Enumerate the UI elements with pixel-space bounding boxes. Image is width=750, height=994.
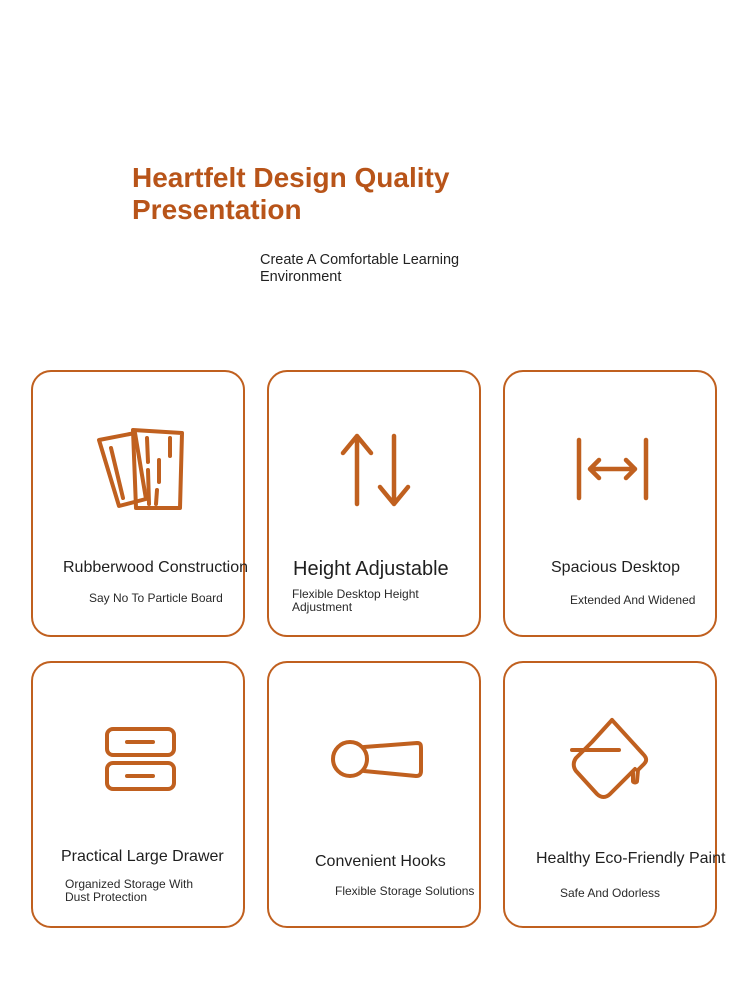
feature-title: Practical Large Drawer [61, 848, 224, 865]
page-subtitle: Create A Comfortable Learning Environment [260, 252, 460, 285]
feature-title: Height Adjustable [293, 558, 449, 580]
feature-card-hooks [267, 661, 481, 928]
feature-title: Rubberwood Construction [63, 559, 248, 576]
width-expand-icon [505, 372, 715, 542]
drawer-icon [33, 663, 243, 833]
feature-card-rubberwood [31, 370, 248, 637]
paint-bucket-icon [505, 663, 715, 833]
feature-description: Safe And Odorless [560, 886, 661, 900]
feature-description: Say No To Particle Board [89, 591, 223, 605]
feature-title: Convenient Hooks [315, 853, 446, 870]
feature-description: Flexible Storage Solutions [335, 884, 475, 898]
up-down-arrows-icon [269, 372, 479, 542]
feature-description: Extended And Widened [570, 593, 696, 607]
feature-card-desktop [503, 370, 717, 637]
feature-description: Organized Storage With Dust Protection [65, 877, 194, 904]
feature-card-paint [503, 661, 726, 928]
feature-card-drawer [31, 661, 245, 928]
hook-icon [269, 663, 479, 833]
feature-title: Healthy Eco-Friendly Paint [536, 850, 726, 867]
wood-planks-icon [33, 372, 243, 542]
page-title: Heartfelt Design Quality Presentation [132, 162, 450, 225]
feature-card-height [267, 370, 481, 637]
feature-title: Spacious Desktop [551, 559, 680, 576]
feature-description: Flexible Desktop Height Adjustment [292, 587, 419, 614]
